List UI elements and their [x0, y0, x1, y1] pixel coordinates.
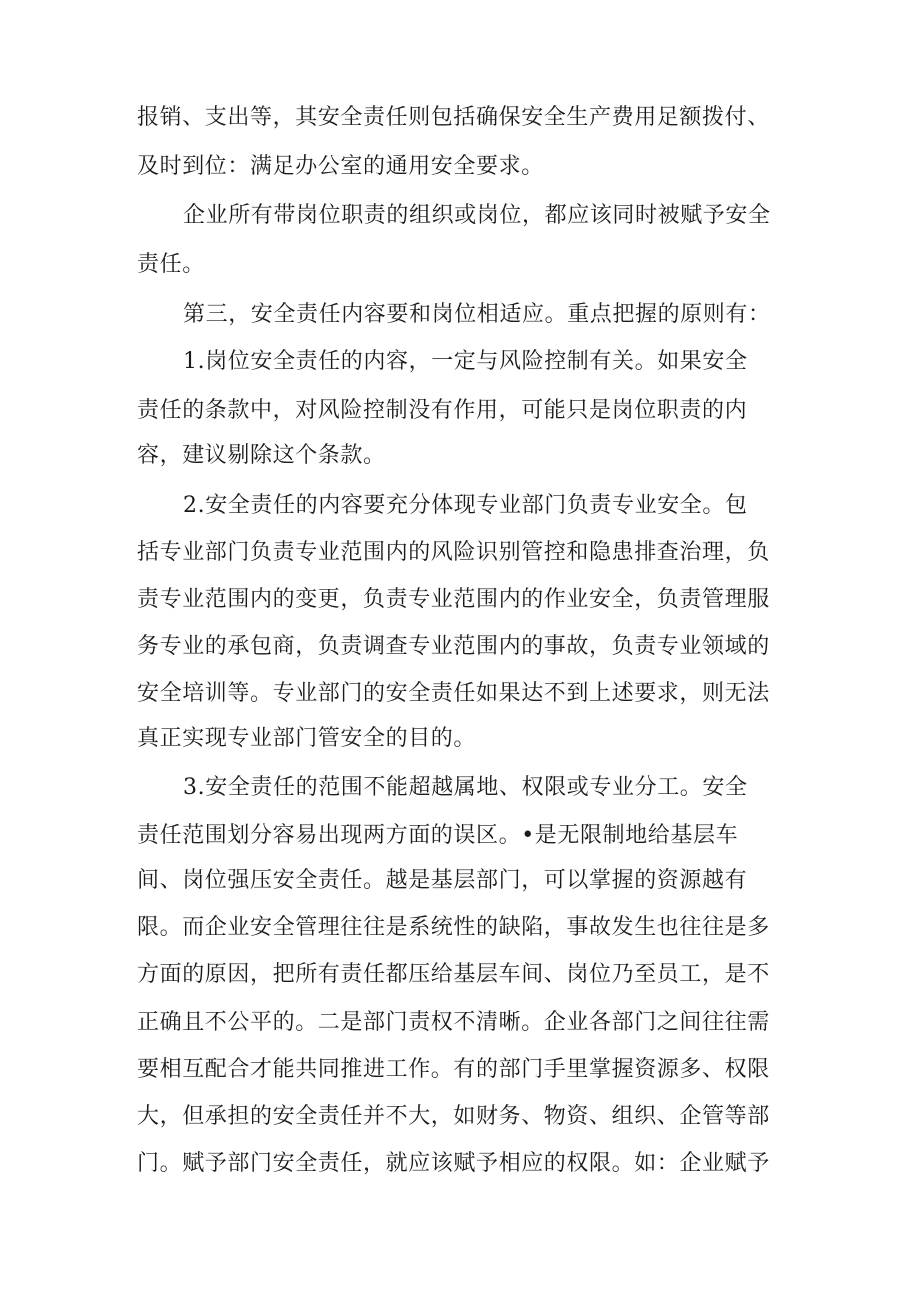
paragraph-6-line-7: 要相互配合才能共同推进工作。有的部门手里掌握资源多、权限 — [137, 1057, 770, 1082]
paragraph-6-line-6: 正确且不公平的。二是部门责权不清晰。企业各部门之间往往需 — [137, 1010, 770, 1035]
paragraph-1-line-1: 报销、支出等，其安全责任则包括确保安全生产费用足额拨付、 — [137, 105, 770, 130]
paragraph-5-line-1: 2.安全责任的内容要充分体现专业部门负责专业安全。包 — [183, 493, 748, 518]
paragraph-4-line-3: 容，建议剔除这个条款。 — [137, 443, 386, 468]
paragraph-6-line-2: 责任范围划分容易出现两方面的误区。•是无限制地给基层车 — [137, 823, 739, 848]
paragraph-4-line-1: 1.岗位安全责任的内容，一定与风险控制有关。如果安全 — [183, 349, 748, 374]
paragraph-6-line-5: 方面的原因，把所有责任都压给基层车间、岗位乃至员工，是不 — [137, 962, 770, 987]
paragraph-4-line-2: 责任的条款中，对风险控制没有作用，可能只是岗位职责的内 — [137, 398, 748, 423]
paragraph-5-line-2: 括专业部门负责专业范围内的风险识别管控和隐患排查治理，负 — [137, 540, 770, 565]
paragraph-6-line-4: 限。而企业安全管理往往是系统性的缺陷，事故发生也往往是多 — [137, 915, 770, 940]
paragraph-3-line-1: 第三，安全责任内容要和岗位相适应。重点把握的原则有： — [183, 302, 771, 327]
paragraph-5-line-4: 务专业的承包商，负责调查专业范围内的事故，负责专业领域的 — [137, 634, 770, 659]
paragraph-5-line-5: 安全培训等。专业部门的安全责任如果达不到上述要求，则无法 — [137, 681, 770, 706]
paragraph-6-line-9: 门。赋予部门安全责任，就应该赋予相应的权限。如：企业赋予 — [137, 1151, 770, 1176]
paragraph-2-line-2: 责任。 — [137, 252, 205, 277]
paragraph-6-line-1: 3.安全责任的范围不能超越属地、权限或专业分工。安全 — [183, 775, 748, 800]
paragraph-2-line-1: 企业所有带岗位职责的组织或岗位，都应该同时被赋予安全 — [183, 203, 771, 228]
paragraph-5-line-3: 责专业范围内的变更，负责专业范围内的作业安全，负责管理服 — [137, 587, 770, 612]
paragraph-1-line-2: 及时到位：满足办公室的通用安全要求。 — [137, 154, 544, 179]
paragraph-5-line-6: 真正实现专业部门管安全的目的。 — [137, 726, 477, 751]
paragraph-6-line-3: 间、岗位强压安全责任。越是基层部门，可以掌握的资源越有 — [137, 868, 748, 893]
paragraph-6-line-8: 大，但承担的安全责任并不大，如财务、物资、组织、企管等部 — [137, 1104, 770, 1129]
